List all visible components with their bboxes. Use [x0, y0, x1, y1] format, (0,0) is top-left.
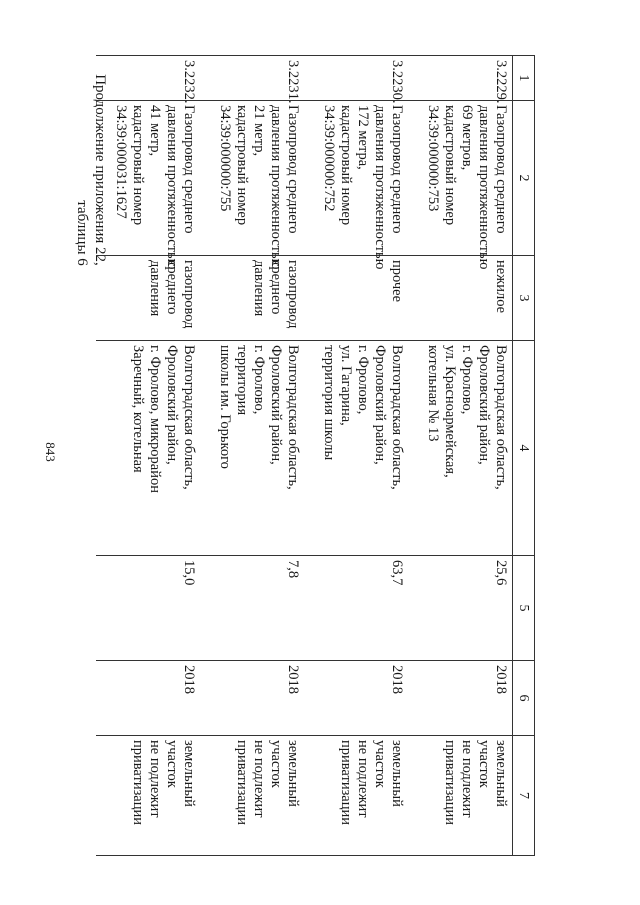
object-type-cell-line: газопровод: [285, 260, 302, 329]
object-name-cell-line: 34:39:000000:755: [217, 105, 234, 212]
object-name-cell: [97, 101, 201, 270]
note-cell-line: земельный: [493, 740, 509, 807]
note-cell: [409, 736, 513, 856]
note-cell: [305, 736, 409, 856]
table-row: [201, 56, 305, 856]
year-cell: 2018: [305, 661, 409, 736]
address-cell-line: Фроловский район,: [268, 345, 285, 465]
address-cell: [409, 341, 513, 556]
row-number-cell: 3.2231.: [201, 56, 305, 101]
object-type-cell-line: газопровод: [181, 260, 198, 329]
value-cell: 63,7: [305, 556, 409, 661]
note-cell-line: не подлежит: [251, 740, 268, 818]
note-cell-line: приватизации: [234, 740, 251, 826]
object-name-cell-line: давления протяженностью: [268, 105, 285, 270]
value-cell: 7,8: [201, 556, 305, 661]
address-cell-line: Заречный, котельная: [130, 345, 147, 473]
object-type-cell-line: давления: [147, 260, 164, 317]
object-type-cell: [305, 256, 409, 341]
object-name-cell-line: Газопровод среднего: [285, 105, 302, 234]
object-name-cell-line: Газопровод среднего: [181, 105, 198, 234]
column-header: 7: [513, 736, 535, 856]
object-name-cell: [409, 101, 513, 270]
object-name-cell-line: кадастровый номер: [338, 105, 355, 226]
address-cell-line: школы им. Горького: [217, 345, 234, 469]
column-header: 4: [513, 341, 535, 556]
object-name-cell-line: Газопровод среднего: [389, 105, 406, 234]
address-cell-line: г. Фролово, микрорайон: [147, 345, 164, 493]
row-number-cell: 3.2229.: [409, 56, 513, 101]
column-header: 6: [513, 661, 535, 736]
object-type-cell: [97, 256, 201, 341]
column-header: 1: [513, 56, 535, 101]
row-number-cell: 3.2230.: [305, 56, 409, 101]
note-cell-line: приватизации: [338, 740, 355, 826]
column-header: 2: [513, 101, 535, 256]
note-cell-line: земельный: [181, 740, 198, 807]
object-name-cell-line: 34:39:000031:1627: [113, 105, 130, 219]
address-cell-line: Волгоградская область,: [181, 345, 198, 490]
note-cell-line: участок: [476, 740, 492, 788]
address-cell-line: ул. Гагарина,: [338, 345, 355, 426]
address-cell-line: Волгоградская область,: [493, 345, 509, 490]
address-cell-line: г. Фролово,: [459, 345, 475, 415]
note-cell-line: участок: [164, 740, 181, 788]
object-name-cell-line: 69 метров,: [459, 105, 475, 171]
object-name-cell-line: 41 метр,: [147, 105, 164, 157]
column-header: 3: [513, 256, 535, 341]
address-cell-line: Фроловский район,: [476, 345, 492, 465]
object-type-cell: [201, 256, 305, 341]
note-cell-line: земельный: [389, 740, 406, 807]
year-cell: 2018: [97, 661, 201, 736]
object-name-cell: [201, 101, 305, 270]
address-cell-line: Волгоградская область,: [389, 345, 406, 490]
year-cell: 2018: [409, 661, 513, 736]
note-cell-line: не подлежит: [459, 740, 475, 818]
table-body: [97, 56, 513, 856]
object-type-cell: [409, 256, 513, 341]
object-name-cell-line: Газопровод среднего: [493, 105, 509, 234]
object-type-cell-line: среднего: [268, 260, 285, 315]
note-cell-line: участок: [372, 740, 389, 788]
address-cell-line: ул. Красноармейская,: [442, 345, 458, 478]
address-cell-line: котельная № 13: [425, 345, 441, 442]
object-name-cell-line: кадастровый номер: [442, 105, 458, 226]
address-cell: [97, 341, 201, 556]
year-cell: 2018: [201, 661, 305, 736]
object-name-cell-line: кадастровый номер: [130, 105, 147, 226]
note-cell-line: приватизации: [130, 740, 147, 826]
object-type-cell-line: среднего: [164, 260, 181, 315]
address-cell: [305, 341, 409, 556]
address-cell-line: Фроловский район,: [164, 345, 181, 465]
note-cell-line: участок: [268, 740, 285, 788]
object-name-cell-line: 172 метра,: [355, 105, 372, 170]
object-type-cell-line: нежилое: [493, 260, 509, 314]
note-cell: [97, 736, 201, 856]
value-cell: 15,0: [97, 556, 201, 661]
table-row: [97, 56, 201, 856]
column-header: 5: [513, 556, 535, 661]
address-cell-line: г. Фролово,: [355, 345, 372, 415]
object-name-cell-line: 34:39:000000:753: [425, 105, 441, 212]
row-number-cell: 3.2232.: [97, 56, 201, 101]
note-cell-line: не подлежит: [147, 740, 164, 818]
value-cell: 25,6: [409, 556, 513, 661]
object-name-cell-line: 34:39:000000:752: [321, 105, 338, 212]
header-line-1: Продолжение приложения 22,: [92, 74, 108, 266]
address-cell-line: территория школы: [321, 345, 338, 461]
object-name-cell: [305, 101, 409, 270]
page-number: 843: [43, 442, 58, 462]
table-row: [305, 56, 409, 856]
rotated-table-container: [115, 55, 535, 855]
object-name-cell-line: давления протяженностью: [164, 105, 181, 270]
address-cell-line: Волгоградская область,: [285, 345, 302, 490]
object-name-cell-line: давления протяженностью: [372, 105, 389, 270]
address-cell-line: Фроловский район,: [372, 345, 389, 465]
object-name-cell-line: 21 метр,: [251, 105, 268, 157]
note-cell: [201, 736, 305, 856]
note-cell-line: приватизации: [442, 740, 458, 826]
note-cell-line: земельный: [285, 740, 302, 807]
object-name-cell-line: кадастровый номер: [234, 105, 251, 226]
note-cell-line: не подлежит: [355, 740, 372, 818]
object-name-cell-line: давления протяженностью: [476, 105, 492, 270]
property-table: [97, 55, 536, 856]
column-number-row: [513, 56, 535, 856]
address-cell-line: территория: [234, 345, 251, 416]
object-type-cell-line: давления: [251, 260, 268, 317]
header-line-2: таблицы 6: [74, 200, 90, 266]
address-cell: [201, 341, 305, 556]
object-type-cell-line: прочее: [389, 260, 406, 303]
address-cell-line: г. Фролово,: [251, 345, 268, 415]
table-row: [409, 56, 513, 856]
